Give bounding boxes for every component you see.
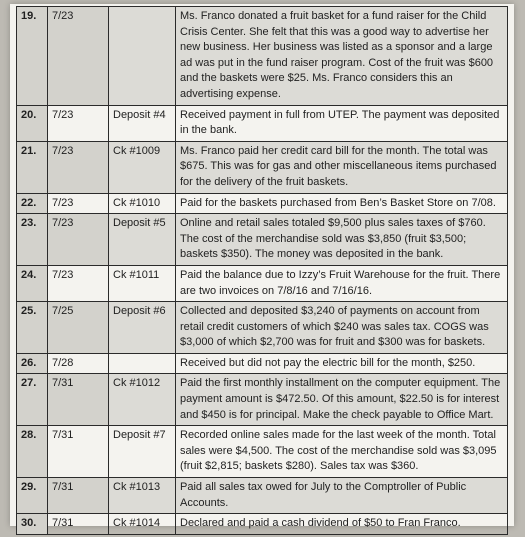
- transaction-row: [17, 214, 508, 266]
- transaction-description: Declared and paid a cash dividend of $50 to Fran Franco.: [176, 514, 508, 535]
- transaction-row: [17, 7, 508, 106]
- transactions-table: [16, 6, 508, 535]
- transaction-date: 7/31: [48, 374, 109, 426]
- transaction-reference: Ck #1012: [109, 374, 176, 426]
- transaction-number: 20.: [17, 105, 48, 141]
- transaction-description: Received but did not pay the electric bill for the month, $250.: [176, 353, 508, 374]
- transaction-row: [17, 193, 508, 214]
- transaction-description: Ms. Franco donated a fruit basket for a fund raiser for the Child Crisis Center. She felt that this was a good way to advertise her new business. Her business was listed as a sponsor and a large ad was put in the fund raiser program. Cost of the fruit was $600 and the baskets were $25. Ms. Franco considers this an advertising expense.: [176, 7, 508, 106]
- transaction-date: 7/23: [48, 7, 109, 106]
- transaction-row: [17, 514, 508, 535]
- transaction-date: 7/28: [48, 353, 109, 374]
- transaction-number: 24.: [17, 265, 48, 301]
- transaction-reference: Deposit #7: [109, 426, 176, 478]
- transaction-number: 19.: [17, 7, 48, 106]
- transaction-number: 25.: [17, 302, 48, 354]
- transaction-date: 7/23: [48, 265, 109, 301]
- transaction-reference: Ck #1010: [109, 193, 176, 214]
- transaction-reference: Ck #1009: [109, 141, 176, 193]
- transaction-description: Recorded online sales made for the last week of the month. Total sales were $4,500. The cost of the merchandise sold was $3,095 (fruit $2,815; baskets $280). Sales tax was $360.: [176, 426, 508, 478]
- transaction-description: Paid for the baskets purchased from Ben’s Basket Store on 7/08.: [176, 193, 508, 214]
- transaction-reference: Deposit #6: [109, 302, 176, 354]
- transaction-reference: Ck #1014: [109, 514, 176, 535]
- transaction-description: Online and retail sales totaled $9,500 plus sales taxes of $760. The cost of the merchandise sold was $3,850 (fruit $3,500; baskets $350). The money was deposited in the bank.: [176, 214, 508, 266]
- document-page: [10, 4, 514, 530]
- transaction-reference: Deposit #4: [109, 105, 176, 141]
- transaction-date: 7/23: [48, 214, 109, 266]
- transaction-number: 30.: [17, 514, 48, 535]
- transaction-description: Paid all sales tax owed for July to the Comptroller of Public Accounts.: [176, 478, 508, 514]
- transaction-number: 28.: [17, 426, 48, 478]
- transaction-number: 26.: [17, 353, 48, 374]
- transaction-number: 27.: [17, 374, 48, 426]
- transaction-reference: Ck #1011: [109, 265, 176, 301]
- transaction-date: 7/23: [48, 105, 109, 141]
- transaction-description: Received payment in full from UTEP. The payment was deposited in the bank.: [176, 105, 508, 141]
- transaction-description: Collected and deposited $3,240 of payments on account from retail credit customers of which $240 was sales tax. COGS was $3,000 of which $2,700 was for fruit and $300 was for baskets.: [176, 302, 508, 354]
- transactions-table-body: [17, 7, 508, 535]
- transaction-reference: [109, 7, 176, 106]
- transaction-row: [17, 426, 508, 478]
- transaction-date: 7/31: [48, 514, 109, 535]
- transaction-row: [17, 105, 508, 141]
- transaction-date: 7/23: [48, 141, 109, 193]
- transaction-row: [17, 374, 508, 426]
- transaction-reference: Ck #1013: [109, 478, 176, 514]
- transaction-number: 22.: [17, 193, 48, 214]
- transaction-reference: [109, 353, 176, 374]
- transaction-row: [17, 353, 508, 374]
- transaction-reference: Deposit #5: [109, 214, 176, 266]
- transaction-row: [17, 302, 508, 354]
- transaction-number: 21.: [17, 141, 48, 193]
- transaction-date: 7/31: [48, 478, 109, 514]
- transaction-number: 29.: [17, 478, 48, 514]
- transaction-description: Ms. Franco paid her credit card bill for the month. The total was $675. This was for gas and other miscellaneous items purchased for the delivery of the fruit baskets.: [176, 141, 508, 193]
- transaction-date: 7/23: [48, 193, 109, 214]
- transaction-number: 23.: [17, 214, 48, 266]
- transaction-row: [17, 141, 508, 193]
- transaction-row: [17, 478, 508, 514]
- transaction-row: [17, 265, 508, 301]
- transaction-description: Paid the first monthly installment on the computer equipment. The payment amount is $472.50. Of this amount, $22.50 is for interest and $450 is for principal. Make the check payable to Office Mart.: [176, 374, 508, 426]
- transaction-description: Paid the balance due to Izzy’s Fruit Warehouse for the fruit. There are two invoices on 7/8/16 and 7/16/16.: [176, 265, 508, 301]
- transaction-date: 7/25: [48, 302, 109, 354]
- transaction-date: 7/31: [48, 426, 109, 478]
